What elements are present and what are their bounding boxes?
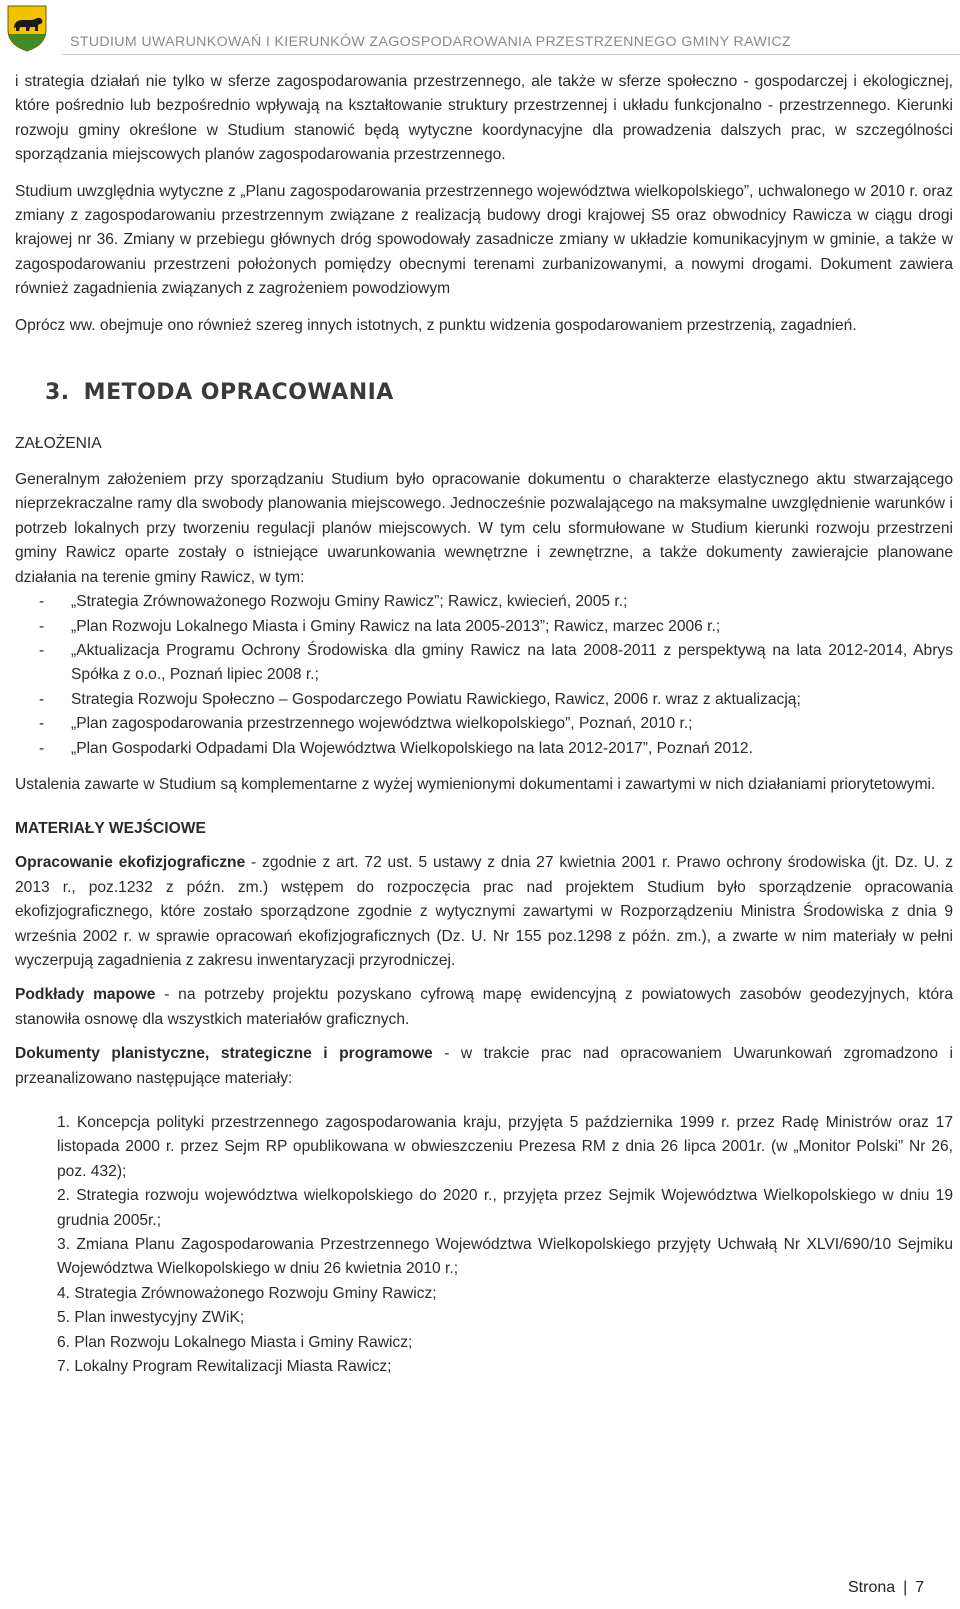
list-item: 7. Lokalny Program Rewitalizacji Miasta Rawicz; bbox=[57, 1358, 392, 1376]
documents-dash-list bbox=[15, 590, 953, 761]
page-header bbox=[0, 0, 960, 62]
list-item: - „Plan Gospodarki Odpadami Dla Województwa Wielkopolskiego na lata 2012-2017”, Poznań 2012. bbox=[39, 739, 753, 757]
document-title: STUDIUM UWARUNKOWAŃ I KIERUNKÓW ZAGOSPODAROWANIA PRZESTRZENNEGO GMINY RAWICZ bbox=[70, 34, 792, 50]
page-label: Strona bbox=[848, 1579, 896, 1596]
zalozenia-closing: Ustalenia zawarte w Studium są komplementarne z wyżej wymienionymi dokumentami i zawartymi w nich działaniami priorytetowymi. bbox=[15, 775, 936, 793]
list-item: 6. Plan Rozwoju Lokalnego Miasta i Gminy Rawicz; bbox=[57, 1333, 413, 1351]
section-title: METODA OPRACOWANIA bbox=[83, 380, 394, 406]
page-footer bbox=[848, 1579, 924, 1597]
list-item: - „Strategia Zrównoważonego Rozwoju Gminy Rawicz”; Rawicz, kwiecień, 2005 r.; bbox=[39, 593, 628, 611]
zalozenia-paragraph: Generalnym założeniem przy sporządzaniu Studium było opracowanie dokumentu o charakterze elastycznego aktu stwarzającego nieprzekraczalne ramy dla swobody planowania miejscowego. Jednocześnie pozwalającego na maksymalne uwzględnienie warunków i potrzeb lokalnych przy tworzeniu regulacji planów miejscowych. W tym celu sformułowane w Studium kierunki rozwoju przestrzeni gminy Rawicz oparte zostały o istniejące uwarunkowania wewnętrzne i zewnętrzne, a także dokumenty zawierajcie planowane działania na terenie gminy Rawicz, w tym: bbox=[15, 471, 953, 586]
list-item: 1. Koncepcja polityki przestrzennego zagospodarowania kraju, przyjęta 5 października 1999 r. przez Radę Ministrów oraz 17 listopada 2000 r. przez Sejm RP opublikowana w obwieszczeniu Prezesa RM z dnia 26 lipca 2001r. (w „Monitor Polski” Nr 26, poz. 432); bbox=[57, 1114, 953, 1180]
page-separator: | bbox=[903, 1579, 908, 1596]
page-number: 7 bbox=[915, 1579, 925, 1596]
list-item: 4. Strategia Zrównoważonego Rozwoju Gminy Rawicz; bbox=[57, 1284, 437, 1302]
materialy-heading: MATERIAŁY WEJŚCIOWE bbox=[15, 820, 206, 838]
list-item: 3. Zmiana Planu Zagospodarowania Przestrzennego Województwa Wielkopolskiego przyjęty Uchwałą Nr XLVI/690/10 Sejmiku Województwa Wielkopolskiego w dniu 26 kwietnia 2010 r.; bbox=[57, 1236, 953, 1278]
intro-paragraph-3: Oprócz ww. obejmuje ono również szereg innych istotnych, z punktu widzenia gospodarowaniem przestrzenią, zagadnień. bbox=[15, 316, 857, 334]
list-item: - „Plan zagospodarowania przestrzennego województwa wielkopolskiego”, Poznań, 2010 r.; bbox=[39, 715, 693, 733]
intro-paragraph-2: Studium uwzględnia wytyczne z „Planu zagospodarowania przestrzennego województwa wielkopolskiego”, uchwalonego w 2010 r. oraz zmiany z zagospodarowaniu przestrzennym związane z realizacją budowy drogi krajowej S5 oraz obwodnicy Rawicza w ciągu drogi krajowej nr 36. Zmiany w przebiegu głównych dróg spowodowały zasadnicze zmiany w układzie komunikacyjnym w gminie, a także w zagospodarowaniu przestrzeni położonych pomiędzy obecnymi terenami zurbanizowanymi, a nowymi drogami. Dokument zawiera również zagadnienia związanych z zagrożeniem powodziowym bbox=[15, 182, 953, 298]
list-item: 2. Strategia rozwoju województwa wielkopolskiego do 2020 r., przyjęta przez Sejmik Województwa Wielkopolskiego w dniu 19 grudnia 2005r.; bbox=[57, 1187, 953, 1229]
materials-numbered-list bbox=[15, 1111, 953, 1379]
eko-paragraph: Opracowanie ekofizjograficzne - zgodnie z art. 72 ust. 5 ustawy z dnia 27 kwietnia 2001 r. Prawo ochrony środowiska (jt. Dz. U. z 2013 r., poz.1232 z późn. zm.) wstępem do rozpoczęcia prac nad projektem Studium było sporządzenie opracowania ekofizjograficznego, które zostało sporządzone zgodnie z wytycznymi zawartymi w Rozporządzeniu Ministra Środowiska z dnia 9 września 2002 r. w sprawie opracowań ekofizjograficznych (Dz. U. Nr 155 poz.1298 z późn. zm.), a zwarte w nim materiały w pełni wyczerpują zagadnienia z zakresu inwentaryzacji przyrodniczej. bbox=[15, 854, 953, 969]
bear-coat-of-arms-icon bbox=[6, 4, 48, 52]
list-item: - „Aktualizacja Programu Ochrony Środowiska dla gminy Rawicz na lata 2008-2011 z perspektywą na lata 2012-2014, Abrys Spółka z o.o., Poznań lipiec 2008 r.; bbox=[39, 641, 953, 684]
mapy-paragraph: Podkłady mapowe - na potrzeby projektu pozyskano cyfrową mapę ewidencyjną z powiatowych zasobów geodezyjnych, która stanowiła osnowę dla wszystkich materiałów graficznych. bbox=[15, 986, 953, 1028]
section-number: 3. bbox=[45, 380, 70, 406]
list-item: 5. Plan inwestycyjny ZWiK; bbox=[57, 1309, 245, 1327]
intro-paragraph-1: i strategia działań nie tylko w sferze zagospodarowania przestrzennego, ale także w sferze społeczno - gospodarczej i ekologicznej, które pośrednio lub bezpośrednio wpływają na kształtowanie struktury przestrzennej i układu funkcjonalno - przestrzennego. Kierunki rozwoju gminy określone w Studium stanowić będą wytyczne koordynacyjne dla prowadzenia dalszych prac, w szczególności sporządzania miejscowych planów zagospodarowania przestrzennego. bbox=[15, 73, 953, 164]
section-heading bbox=[45, 378, 953, 408]
zalozenia-heading: ZAŁOŻENIA bbox=[15, 435, 102, 453]
header-divider bbox=[62, 54, 960, 55]
page-content bbox=[15, 70, 953, 1379]
dokumenty-paragraph: Dokumenty planistyczne, strategiczne i programowe - w trakcie prac nad opracowaniem Uwarunkowań zgromadzono i przeanalizowano następujące materiały: bbox=[15, 1045, 953, 1087]
list-item: - Strategia Rozwoju Społeczno – Gospodarczego Powiatu Rawickiego, Rawicz, 2006 r. wraz z aktualizacją; bbox=[39, 690, 801, 708]
list-item: - „Plan Rozwoju Lokalnego Miasta i Gminy Rawicz na lata 2005-2013”; Rawicz, marzec 2006 r.; bbox=[39, 617, 721, 635]
